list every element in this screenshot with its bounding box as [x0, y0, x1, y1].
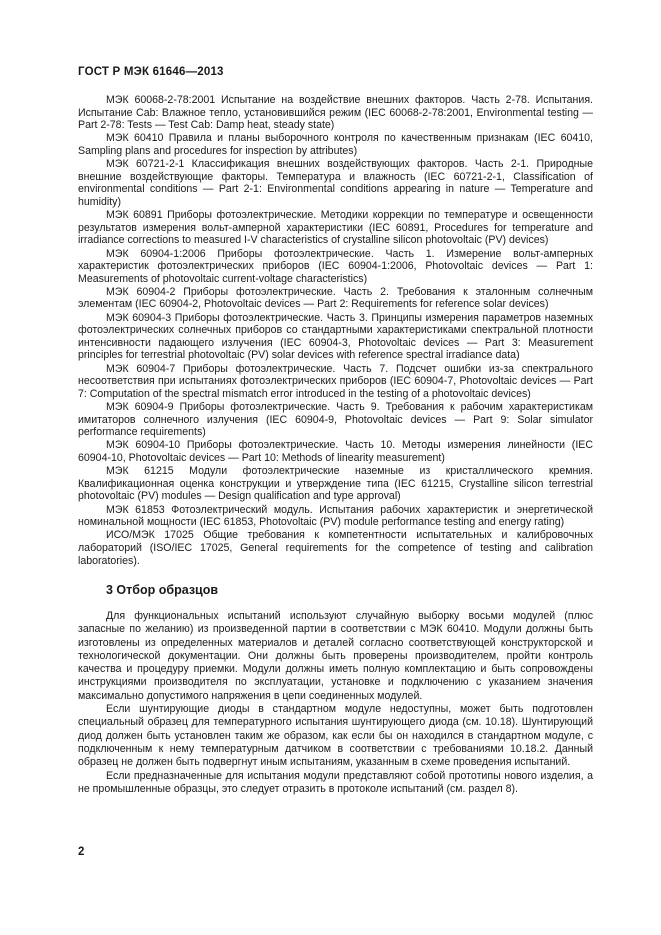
reference-item: МЭК 60068-2-78:2001 Испытание на воздействие внешних факторов. Часть 2-78. Испытания. Испытание Cab: Влажное тепло, установившийся режим (IEC 60068-2-78:2001, Environmental testing — Part 2-78: Tests — Test Cab: Damp heat, steady state) — [78, 94, 593, 132]
page-number: 2 — [78, 846, 85, 858]
reference-item: МЭК 61215 Модули фотоэлектрические наземные из кристаллического кремния. Квалификационная оценка конструкции и утверждение типа (IEC 61215, Crystalline silicon terrestrial photovoltaic (PV) modules — Design qualification and type approval) — [78, 465, 593, 503]
section-body — [78, 610, 593, 796]
section-paragraph: Если шунтирующие диоды в стандартном модуле недоступны, может быть подготовлен специальный образец для температурного испытания шунтирующего диода (см. 10.18). Шунтирующий диод должен быть установлен таким же образом, как если бы он находился в стандартном модуле, с подключенным к нему температурным датчиком в соответствии с требованиями 10.18.2. Данный образец не должен быть подвергнут иным испытаниям, указанным в схеме проведения испытаний. — [78, 703, 593, 769]
reference-item: МЭК 60721-2-1 Классификация внешних воздействующих факторов. Часть 2-1. Природные внешние воздействующие факторы. Температура и влажность (IEC 60721-2-1, Classification of environmental conditions — Part 2-1: Environmental conditions appearing in nature — Temperature and humidity) — [78, 158, 593, 208]
section-paragraph: Если предназначенные для испытания модули представляют собой прототипы нового изделия, а не промышленные образцы, это следует отразить в протоколе испытаний (см. раздел 8). — [78, 769, 593, 795]
section-paragraph: Для функциональных испытаний используют случайную выборку восьми модулей (плюс запасные по желанию) из произведенной партии в соответствии с МЭК 60410. Модули должны быть изготовлены из определенных материалов и деталей согласно соответствующей конструкторской и технологической документации. Они должны быть проверены производителем, пройти контроль качества и процедуру приемки. Модули должны иметь полную комплектацию и быть сопровождены инструкциями производителя по эксплуатации, установке и подключению с указанием значения максимально допустимого напряжения в цепи соединенных модулей. — [78, 610, 593, 702]
reference-item: ИСО/МЭК 17025 Общие требования к компетентности испытательных и калибровочных лабораторий (ISO/IEC 17025, General requirements for the competence of testing and calibration laboratories). — [78, 529, 593, 567]
reference-item: МЭК 60410 Правила и планы выборочного контроля по качественным признакам (IEC 60410, Sampling plans and procedures for inspection by attributes) — [78, 132, 593, 157]
reference-item: МЭК 60904-1:2006 Приборы фотоэлектрические. Часть 1. Измерение вольт-амперных характеристик фотоэлектрических приборов (IEC 60904-1:2006, Photovoltaic devices — Part 1: Measurements of photovoltaic current-voltage characteristics) — [78, 247, 593, 285]
normative-references-list — [78, 94, 593, 568]
reference-item: МЭК 60904-3 Приборы фотоэлектрические. Часть 3. Принципы измерения параметров наземных фотоэлектрических солнечных приборов со стандартными характеристиками спектральной плотности интенсивности падающего излучения (IEC 60904-3, Photovoltaic devices — Part 3: Measurement principles for terrestrial photovoltaic (PV) solar devices with reference spectral irradiance data) — [78, 311, 593, 362]
reference-item: МЭК 61853 Фотоэлектрический модуль. Испытания рабочих характеристик и энергетической номинальной мощности (IEC 61853, Photovoltaic (PV) module performance testing and energy rating) — [78, 503, 593, 529]
reference-item: МЭК 60904-10 Приборы фотоэлектрические. Часть 10. Методы измерения линейности (IEC 60904-10, Photovoltaic devices — Part 10: Methods of linearity measurement) — [78, 439, 593, 464]
reference-item: МЭК 60904-2 Приборы фотоэлектрические. Часть 2. Требования к эталонным солнечным элементам (IEC 60904-2, Photovoltaic devices — Part 2: Requirements for reference solar devices) — [78, 285, 593, 311]
section-title: 3 Отбор образцов — [106, 583, 219, 597]
reference-item: МЭК 60904-9 Приборы фотоэлектрические. Часть 9. Требования к рабочим характеристикам имитаторов солнечного излучения (IEC 60904-9, Photovoltaic devices — Part 9: Solar simulator performance requirements) — [78, 401, 593, 439]
reference-item: МЭК 60891 Приборы фотоэлектрические. Методики коррекции по температуре и освещенности результатов измерения вольт-амперной характеристики (IEC 60891, Procedures for temperature and irradiance corrections to measured I-V characteristics of crystalline silicon photovoltaic (PV) devices) — [78, 209, 593, 247]
reference-item: МЭК 60904-7 Приборы фотоэлектрические. Часть 7. Подсчет ошибки из-за спектрального несоответствия при испытаниях фотоэлектрических приборов (IEC 60904-7, Photovoltaic devices — Part 7: Computation of the spectral mismatch error introduced in the testing of a photovoltaic devices) — [78, 362, 593, 400]
document-header: ГОСТ Р МЭК 61646—2013 — [78, 66, 224, 78]
